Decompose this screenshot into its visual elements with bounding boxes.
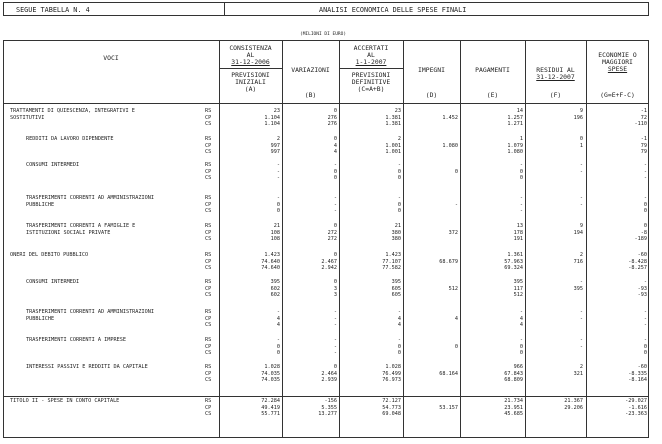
table-cell: 68.679 [439,258,458,265]
table-cell: -93 [637,292,647,299]
table-cell: 997 [270,142,280,149]
table-cell: 191 [513,236,523,243]
table-cell: 108 [270,236,280,243]
table-cell: 512 [513,292,523,299]
table-cell: - [333,343,337,350]
table-cell: 276 [327,114,337,121]
row-type-tag: CS [205,208,212,215]
table-cell: 196 [573,114,583,121]
table-cell: - [579,343,583,350]
table-cell: - [579,195,583,201]
table-cell: - [643,175,647,182]
col-header-economie: ECONOMIE O MAGGIORI SPESE (G=E+F-C) [598,51,637,99]
table-cell: 605 [391,292,401,299]
table-cell: 9 [579,108,583,114]
table-cell: -29.027 [625,398,647,404]
table-cell: -8.164 [628,377,647,384]
table-cell: 1.079 [507,142,523,149]
table-cell: - [333,162,337,168]
table-cell: 194 [573,229,583,236]
table-cell: 1.271 [507,121,523,128]
table-cell: - [333,350,337,357]
table-cell: 4 [454,315,458,322]
table-cell: 4 [397,315,401,322]
table-cell: 0 [519,175,523,182]
table-cell: - [579,162,583,168]
table-cell: - [333,337,337,343]
table-cell: 2.942 [321,265,337,272]
table-cell: - [519,162,523,168]
table-cell: 5.355 [321,404,337,411]
col-header-impegni: IMPEGNI (D) [418,66,445,99]
table-cell: 0 [276,208,280,215]
table-cell: 72.127 [382,398,401,404]
row-type-tag: RS [205,108,212,114]
col-divider [339,40,340,438]
table-cell: - [519,208,523,215]
table-cell: - [519,195,523,201]
table-cell: 0 [643,343,647,350]
table-cell: 0 [643,201,647,208]
row-type-tag: CP [205,285,212,292]
table-cell: 2 [579,364,583,370]
table-cell: 395 [513,279,523,285]
row-type-tag: CP [205,315,212,322]
table-cell: 1 [519,136,523,142]
row-label: REDDITI DA LAVORO DIPENDENTE [26,136,114,142]
table-cell: 77.107 [382,258,401,265]
table-cell: 1.080 [507,149,523,156]
subheader-divider [219,68,282,69]
table-cell: 0 [397,208,401,215]
row-type-tag: CS [205,350,212,357]
table-cell: 72.284 [261,398,280,404]
table-cell: - [276,309,280,315]
table-cell: 76.499 [382,370,401,377]
row-type-tag: CS [205,149,212,156]
col-header-previsioni-definitive: PREVISIONI DEFINITIVE (C=A+B) [351,71,391,93]
table-cell: 1.381 [385,114,401,121]
col-divider [525,40,526,438]
table-cell: 21 [273,223,280,229]
table-number: SEGUE TABELLA N. 4 [16,6,90,14]
table-cell: 1.361 [507,252,523,258]
table-cell: 68.809 [504,377,523,384]
row-type-tag: CS [205,175,212,182]
table-cell: - [643,315,647,322]
table-cell: - [643,322,647,329]
table-cell: 0 [579,136,583,142]
table-cell: 23 [273,108,280,114]
table-cell: - [454,201,458,208]
table-cell: - [333,315,337,322]
table-cell: 0 [333,175,337,182]
table-cell: -1 [640,108,647,114]
table-cell: 4 [333,142,337,149]
table-cell: 0 [397,175,401,182]
table-cell: - [579,201,583,208]
row-label: PUBBLICHE [26,202,55,208]
table-cell: 0 [333,168,337,175]
table-cell: - [276,168,280,175]
table-cell: - [276,175,280,182]
table-cell: -156 [324,398,337,404]
table-cell: 53.157 [439,404,458,411]
table-cell: 0 [333,279,337,285]
total-divider [3,396,649,397]
row-type-tag: RS [205,195,212,201]
table-cell: 276 [327,121,337,128]
table-cell: - [643,309,647,315]
table-cell: - [397,162,401,168]
table-title: ANALISI ECONOMICA DELLE SPESE FINALI [319,6,467,14]
table-cell: 2.467 [321,258,337,265]
col-header-pagamenti: PAGAMENTI (E) [475,66,510,99]
row-type-tag: CP [205,343,212,350]
col-divider [403,40,404,438]
table-cell: -1.616 [628,404,647,411]
table-cell: 321 [573,370,583,377]
row-type-tag: CS [205,121,212,128]
table-cell: 0 [519,350,523,357]
table-cell: -8.257 [628,265,647,272]
row-type-tag: CS [205,322,212,329]
col-divider [460,40,461,438]
table-cell: 1.104 [264,121,280,128]
table-cell: 0 [397,350,401,357]
unit-note: (MILIONI DI EURO) [300,32,347,37]
row-type-tag: RS [205,309,212,315]
table-cell: 0 [333,136,337,142]
table-cell: - [643,279,647,285]
table-cell: 72 [640,114,647,121]
table-cell: 997 [270,149,280,156]
table-cell: -8 [640,229,647,236]
table-cell: 272 [327,236,337,243]
table-cell: - [643,168,647,175]
table-cell: - [643,195,647,201]
table-cell: 395 [573,285,583,292]
table-cell: -8.335 [628,370,647,377]
table-cell: 74.640 [261,265,280,272]
table-cell: 0 [397,201,401,208]
table-cell: 67.843 [504,370,523,377]
table-cell: 13.277 [318,411,337,418]
table-cell: 21.734 [504,398,523,404]
table-cell: - [579,315,583,322]
table-cell: 29.206 [564,404,583,411]
table-cell: 372 [448,229,458,236]
table-cell: 68.164 [439,370,458,377]
table-cell: 77.582 [382,265,401,272]
row-label: TRASFERIMENTI CORRENTI A IMPRESE [26,337,126,343]
col-header-voci: VOCI [103,54,119,62]
table-cell: 4 [276,315,280,322]
table-cell: 4 [333,149,337,156]
table-cell: 380 [391,236,401,243]
table-cell: 3 [333,292,337,299]
table-cell: -93 [637,285,647,292]
table-cell: 1.104 [264,114,280,121]
row-label: CONSUMI INTERMEDI [26,279,80,285]
table-cell: - [333,322,337,329]
table-cell: -60 [637,252,647,258]
table-cell: - [333,201,337,208]
table-cell: 21 [394,223,401,229]
subheader-divider [339,68,403,69]
table-cell: 2 [397,136,401,142]
table-cell: 605 [391,285,401,292]
col-header-residui: RESIDUI AL 31-12-2007 (F) [536,66,575,99]
row-type-tag: CP [205,142,212,149]
table-cell: - [333,195,337,201]
table-cell: 4 [276,322,280,329]
table-cell: 21.367 [564,398,583,404]
header-divider [3,103,649,104]
table-cell: 76.973 [382,377,401,384]
table-cell: - [276,195,280,201]
row-label: CONSUMI INTERMEDI [26,162,80,168]
table-cell: 0 [643,223,647,229]
table-cell: 69.048 [382,411,401,418]
table-cell: 54.773 [382,404,401,411]
table-cell: 716 [573,258,583,265]
table-cell: 69.324 [504,265,523,272]
table-cell: - [397,195,401,201]
table-cell: 512 [448,285,458,292]
table-cell: 57.963 [504,258,523,265]
row-label: TRATTAMENTI DI QUIESCENZA, INTEGRATIVI E [10,108,135,114]
table-cell: - [579,337,583,343]
row-type-tag: RS [205,279,212,285]
col-header-consistenza: CONSISTENZA AL 31-12-2006 [229,44,272,66]
table-cell: 2.464 [321,370,337,377]
row-type-tag: CP [205,168,212,175]
table-cell: 0 [333,252,337,258]
table-cell: - [397,337,401,343]
table-cell: 0 [397,168,401,175]
table-cell: 0 [454,168,458,175]
row-type-tag: CS [205,236,212,243]
table-cell: 0 [276,350,280,357]
table-cell: 0 [333,108,337,114]
row-type-tag: CP [205,258,212,265]
table-cell: 1.381 [385,121,401,128]
table-cell: - [643,337,647,343]
row-type-tag: RS [205,398,212,404]
table-cell: 1.452 [442,114,458,121]
table-cell: - [519,337,523,343]
table-cell: 74.035 [261,377,280,384]
table-cell: 395 [270,279,280,285]
col-header-variazioni: VARIAZIONI (B) [291,66,330,99]
table-cell: 14 [516,108,523,114]
table-cell: -23.363 [625,411,647,418]
row-type-tag: CP [205,229,212,236]
table-cell: - [519,309,523,315]
table-cell: 1.001 [385,149,401,156]
table-cell: 79 [640,142,647,149]
row-label: TRASFERIMENTI CORRENTI A FAMIGLIE E [26,223,136,229]
table-cell: - [579,309,583,315]
table-cell: 0 [333,364,337,370]
table-cell: 23.951 [504,404,523,411]
table-cell: 3 [333,285,337,292]
table-cell: 0 [519,343,523,350]
table-cell: 602 [270,292,280,299]
row-type-tag: CP [205,201,212,208]
col-divider [282,40,283,438]
table-cell: 602 [270,285,280,292]
table-cell: 49.419 [261,404,280,411]
table-cell: - [276,162,280,168]
table-cell: 13 [516,223,523,229]
row-label: TRASFERIMENTI CORRENTI AD AMMINISTRAZIONI [26,195,155,201]
table-cell: 0 [333,223,337,229]
table-cell: - [579,279,583,285]
row-label: SOSTITUTIVI [10,115,45,121]
table-cell: 74.035 [261,370,280,377]
col-header-previsioni-iniziali: PREVISIONI INIZIALI (A) [231,71,270,93]
table-cell: 1.423 [264,252,280,258]
table-cell: 1.080 [442,142,458,149]
table-cell: 395 [391,279,401,285]
row-type-tag: CP [205,404,212,411]
row-type-tag: RS [205,364,212,370]
row-type-tag: RS [205,252,212,258]
row-label: INTERESSI PASSIVI E REDDITI DA CAPITALE [26,364,148,370]
row-type-tag: CS [205,377,212,384]
row-type-tag: CP [205,370,212,377]
row-type-tag: RS [205,162,212,168]
title-divider [224,3,225,15]
col-divider [586,40,587,438]
row-label: PUBBLICHE [26,316,55,322]
table-cell: 4 [397,322,401,329]
table-cell: - [397,309,401,315]
col-divider [219,40,220,438]
row-type-tag: CS [205,411,212,418]
table-cell: 74.640 [261,258,280,265]
table-cell: -110 [634,121,647,128]
table-cell: 108 [270,229,280,236]
table-cell: 0 [276,201,280,208]
table-cell: -1 [640,136,647,142]
table-cell: 55.771 [261,411,280,418]
table-cell: - [276,337,280,343]
table-cell: 380 [391,229,401,236]
table-cell: 2 [579,252,583,258]
row-label: ONERI DEL DEBITO PUBBLICO [10,252,89,258]
table-cell: 0 [454,343,458,350]
row-label: TRASFERIMENTI CORRENTI AD AMMINISTRAZIONI [26,309,155,315]
table-cell: - [519,201,523,208]
table-cell: 23 [394,108,401,114]
table-cell: 1.001 [385,142,401,149]
table-cell: 0 [643,350,647,357]
table-cell: 2 [276,136,280,142]
table-cell: 1.028 [264,364,280,370]
row-type-tag: RS [205,337,212,343]
row-type-tag: RS [205,223,212,229]
table-cell: 0 [519,168,523,175]
col-header-accertati: ACCERTATI AL 1-1-2007 [353,44,389,66]
table-cell: 117 [513,285,523,292]
row-label: TITOLO II - SPESE IN CONTO CAPITALE [10,398,120,404]
table-cell: 1.423 [385,252,401,258]
table-cell: -60 [637,364,647,370]
table-cell: 1 [579,142,583,149]
table-cell: - [579,168,583,175]
table-cell: 272 [327,229,337,236]
table-cell: 45.685 [504,411,523,418]
row-label: ISTITUZIONI SOCIALI PRIVATE [26,230,111,236]
table-cell: 0 [397,343,401,350]
table-cell: 1.028 [385,364,401,370]
row-type-tag: CS [205,265,212,272]
table-cell: 79 [640,149,647,156]
row-type-tag: RS [205,136,212,142]
row-type-tag: CS [205,292,212,299]
table-cell: - [333,309,337,315]
table-cell: 1.257 [507,114,523,121]
table-cell: 0 [276,343,280,350]
table-cell: 178 [513,229,523,236]
table-cell: 0 [643,208,647,215]
table-cell: -8.428 [628,258,647,265]
row-type-tag: CP [205,114,212,121]
table-cell: - [333,208,337,215]
table-cell: 2.939 [321,377,337,384]
table-title-bar [3,2,649,16]
table-cell: 4 [519,322,523,329]
table-cell: 9 [579,223,583,229]
table-cell: - [643,162,647,168]
table-cell: -189 [634,236,647,243]
table-cell: 966 [513,364,523,370]
table-cell: 4 [519,315,523,322]
